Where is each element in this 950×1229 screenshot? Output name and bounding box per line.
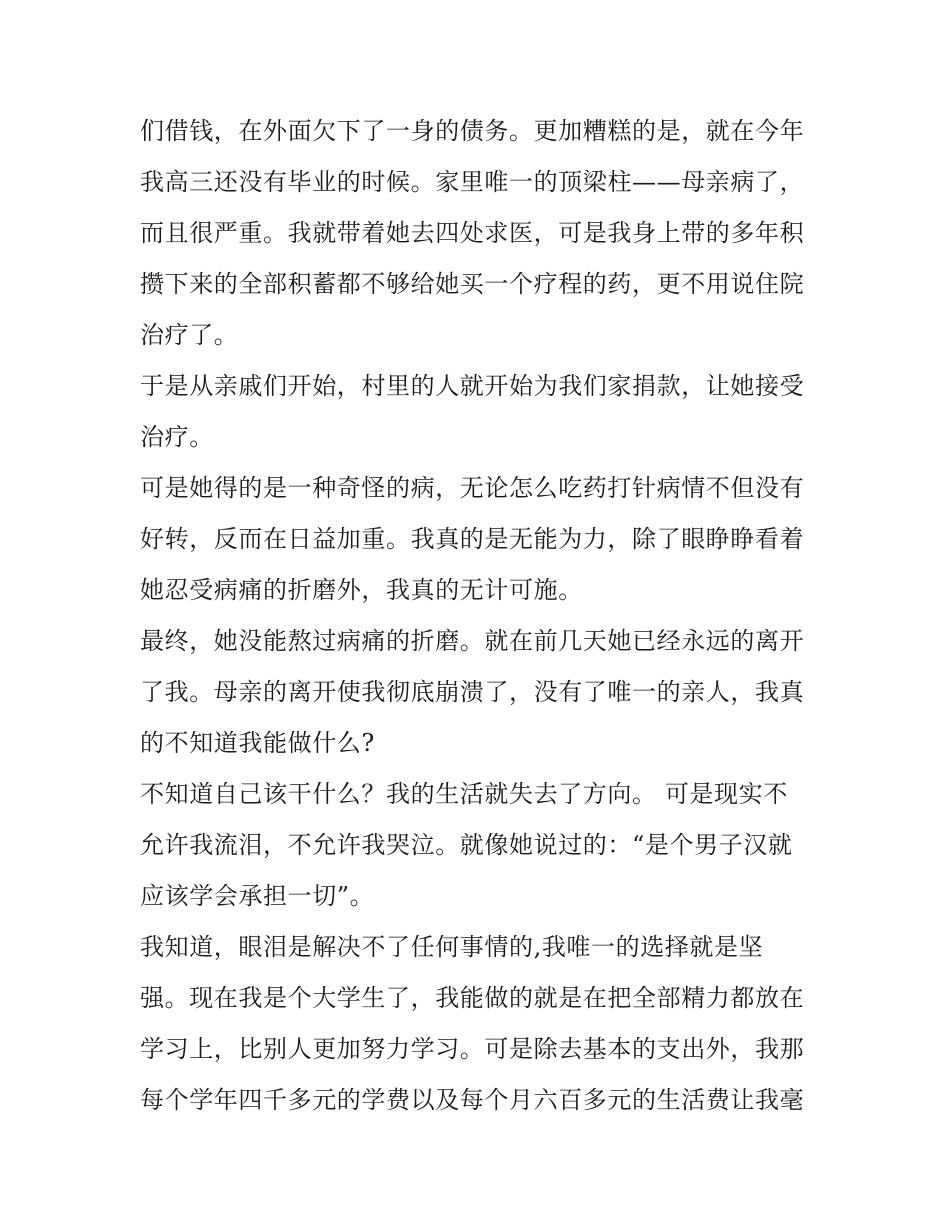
text-line: 每个学年四千多元的学费以及每个月六百多元的生活费让我毫 (140, 1086, 805, 1114)
text-line: 允许我流泪，不允许我哭泣。就像她说过的：“是个男子汉就 (140, 831, 793, 859)
text-line: 她忍受病痛的折磨外，我真的无计可施。 (140, 576, 583, 604)
text-line: 好转，反而在日益加重。我真的是无能为力，除了眼睁睁看着 (140, 525, 805, 553)
text-line: 们借钱，在外面欠下了一身的债务。更加糟糕的是，就在今年 (140, 117, 805, 145)
text-line: 于是从亲戚们开始，村里的人就开始为我们家捐款，让她接受 (140, 372, 805, 400)
text-line: 我知道，眼泪是解决不了任何事情的,我唯一的选择就是坚 (140, 933, 764, 961)
text-line: 学习上，比别人更加努力学习。可是除去基本的支出外，我那 (140, 1035, 805, 1063)
text-line: 我高三还没有毕业的时候。家里唯一的顶梁柱——母亲病了， (140, 168, 805, 196)
text-line: 而且很严重。我就带着她去四处求医，可是我身上带的多年积 (140, 219, 805, 247)
text-line: 治疗。 (140, 423, 214, 451)
text-line: 的不知道我能做什么? (140, 729, 375, 757)
text-line: 可是她得的是一种奇怪的病，无论怎么吃药打针病情不但没有 (140, 474, 805, 502)
text-line: 攒下来的全部积蓄都不够给她买一个疗程的药，更不用说住院 (140, 270, 805, 298)
body-text (140, 106, 830, 1126)
text-line: 最终，她没能熬过病痛的折磨。就在前几天她已经永远的离开 (140, 627, 805, 655)
text-line: 应该学会承担一切”。 (140, 882, 375, 910)
text-line: 了我。母亲的离开使我彻底崩溃了，没有了唯一的亲人，我真 (140, 678, 805, 706)
text-line: 强。现在我是个大学生了，我能做的就是在把全部精力都放在 (140, 984, 805, 1012)
text-line: 不知道自己该干什么？我的生活就失去了方向。 可是现实不 (140, 780, 788, 808)
text-line: 治疗了。 (140, 321, 239, 349)
